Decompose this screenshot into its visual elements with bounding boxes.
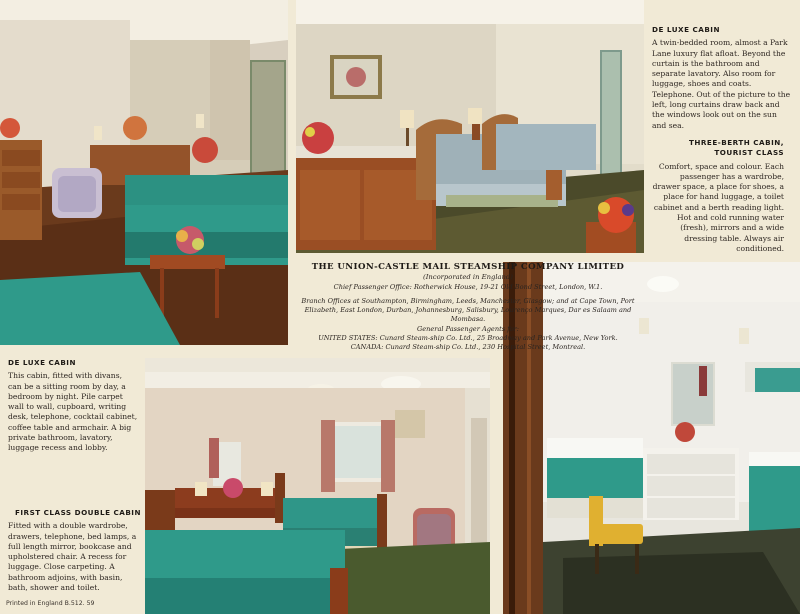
- company-info-block: [298, 262, 638, 352]
- caption-three-berth-cabin: [650, 138, 784, 254]
- company-branch-offices: Branch Offices at Southampton, Birmingham, Leeds, Manchester, Glasgow; and at Cape Town, Port Elizabeth, East London, Durban, Johannesburg, Salisbury, Lourenço Marques, Dar es Salaam and Mombasa.: [301, 297, 635, 323]
- caption-first-class-double-cabin: [8, 508, 141, 593]
- caption-heading-line1: THREE-BERTH CABIN,: [688, 138, 784, 147]
- caption-body: A twin-bedded room, almost a Park Lane luxury flat afloat. Beyond the curtain is the bathroom and separate lavatory. Also room for luggage, shoes and coats. Telephone. Out of the picture to the left, long curtains draw back and the windows look out on the sun and sea.: [652, 38, 791, 130]
- photo-deluxe-cabin-sitting-room: [0, 0, 288, 345]
- caption-body: Fitted with a double wardrobe, drawers, telephone, bed lamps, a full length mirror, bookcase and upholstered chair. A recess for luggage. Close carpeting. A bathroom adjoins, with basin, bath, shower and toilet.: [8, 521, 137, 593]
- photo-twin-bedded-cabin: [296, 0, 644, 253]
- company-agents-us: UNITED STATES: Cunard Steam-ship Co. Ltd., 25 Broadway and Park Avenue, New York.: [318, 334, 618, 342]
- company-title: THE UNION-CASTLE MAIL STEAMSHIP COMPANY LIMITED: [311, 262, 625, 272]
- caption-body: Comfort, space and colour. Each passenger has a wardrobe, drawer space, a place for shoes, a place for hand luggage, a toilet cabinet and a berth reading light. Hot and cold running water (fresh), mirrors and a wide dressing table. Always air conditioned.: [652, 161, 784, 253]
- company-agents-heading: General Passenger Agents for:: [416, 325, 519, 333]
- company-incorporated: (Incorporated in England): [423, 273, 513, 281]
- caption-body: This cabin, fitted with divans, can be a sitting room by day, a bedroom by night. Pile carpet wall to wall, cupboard, writing desk, telephone, cocktail cabinet, coffee table and armchair. A big private bathroom, lavatory, luggage recess and lobby.: [8, 371, 138, 453]
- caption-heading: DE LUXE CABIN: [652, 25, 720, 34]
- photo-first-class-double-cabin: [145, 358, 490, 614]
- caption-heading: FIRST CLASS DOUBLE CABIN: [14, 508, 141, 517]
- company-agents-canada: CANADA: Cunard Steam-ship Co. Ltd., 230 Hospital Street, Montreal.: [350, 343, 586, 351]
- caption-deluxe-cabin-twin: [652, 25, 792, 131]
- caption-deluxe-cabin-divans: [8, 358, 138, 454]
- print-imprint: Printed in England B.512. 59: [6, 600, 95, 607]
- company-chief-office: Chief Passenger Office: Rotherwick House, 19-21 Old Bond Street, London, W.1.: [333, 283, 603, 291]
- caption-heading: DE LUXE CABIN: [8, 358, 76, 367]
- caption-heading-line2: TOURIST CLASS: [714, 148, 784, 158]
